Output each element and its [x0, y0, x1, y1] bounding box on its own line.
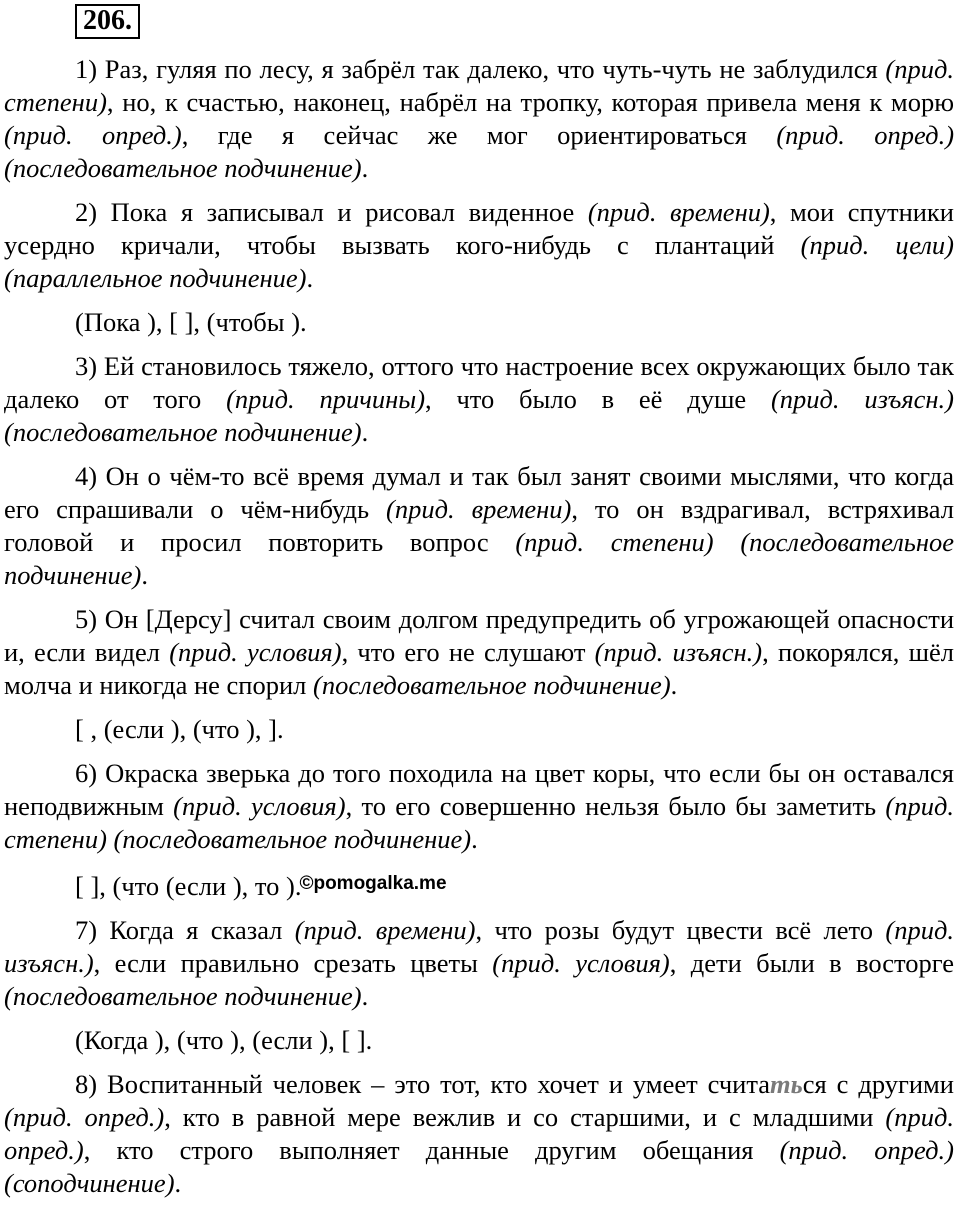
sentence-text: . — [361, 981, 369, 1011]
sentence-text: 4) Он о чём-то всё время думал и так был занят своими мыслями, что когда его спрашивали о чём-нибудь — [4, 461, 954, 524]
clause-note: (прид. времени) — [587, 197, 770, 227]
sentence-text: 7) Когда я сказал — [75, 915, 295, 945]
clause-note: (прид. степени) (последовательное подчинение) — [4, 527, 954, 590]
sentence-text: 8) Воспитанный человек – это тот, кто хочет и умеет счита — [75, 1069, 771, 1099]
clause-note: (прид. изъясн.) (последовательное подчинение) — [4, 384, 955, 447]
sentence-text: , где я сейчас же мог ориентироваться — [181, 120, 777, 150]
clause-note: (прид. условия) — [169, 637, 342, 667]
clause-note: (прид. опред.) — [4, 1102, 954, 1165]
sentence-text: 6) Окраска зверька до того походила на цвет коры, что если бы он оставался неподвижным — [4, 758, 954, 821]
scheme-6 — [4, 867, 954, 903]
clause-note: (прид. степени) — [4, 54, 954, 117]
clause-note: (прид. условия) — [492, 948, 670, 978]
sentence-text: , но, к счастью, наконец, набрёл на тропку, которая привела меня к морю — [106, 87, 954, 117]
clause-note: (последовательное подчинение) — [313, 670, 671, 700]
sentence-text: 5) Он [Дерсу] считал своим долгом предупредить об угрожающей опасности и, если видел — [4, 604, 954, 667]
sentence-6 — [4, 757, 954, 856]
sentence-text: . — [361, 153, 369, 183]
sentence-4 — [4, 460, 954, 592]
exercise-number: 206. — [75, 4, 140, 39]
sentence-text: . — [471, 824, 478, 854]
sentence-text: 2) Пока я записывал и рисовал виденное — [75, 197, 588, 227]
clause-note: (прид. времени) — [294, 915, 476, 945]
sentence-5 — [4, 603, 954, 702]
sentence-text: , кто строго выполняет данные другим обещания — [83, 1135, 780, 1165]
scheme-2: (Пока ), [ ], (чтобы ). — [75, 307, 307, 337]
clause-note: (прид. опред.) (соподчинение) — [4, 1135, 954, 1198]
sentence-1 — [4, 53, 954, 185]
sentence-text: , покорялся, шёл молча и никогда не спорил — [4, 637, 955, 700]
sentence-8 — [4, 1068, 954, 1200]
sentence-3 — [4, 350, 954, 449]
clause-note: (прид. времени) — [386, 494, 572, 524]
clause-note: (прид. изъясн.) — [4, 915, 954, 978]
sentence-text: . — [670, 670, 678, 700]
sentence-text: . — [306, 263, 314, 293]
clause-note: (прид. степени) (последовательное подчинение) — [4, 791, 955, 854]
sentence-text: , то он вздрагивал, встряхивал головой и просил повторить вопрос — [4, 494, 955, 557]
sentence-text: , кто в равной мере вежлив и со старшими, и с младшими — [164, 1102, 886, 1132]
watermark: ©pomogalka.me — [299, 873, 447, 894]
sentence-text: , что было в её душе — [425, 384, 771, 414]
clause-note: (прид. условия) — [173, 791, 346, 821]
sentence-text: 3) Ей становилось тяжело, оттого что настроение всех окружающих было так далеко от того — [4, 351, 954, 414]
sentence-text: , то его совершенно нельзя было бы заметить — [345, 791, 886, 821]
scheme-5: [ , (если ), (что ), ]. — [75, 714, 284, 744]
sentence-7 — [4, 914, 954, 1013]
sentence-text: , мои спутники усердно кричали, чтобы вызвать кого-нибудь с плантаций — [4, 197, 954, 260]
sentence-text: . — [361, 417, 369, 447]
highlighted-letters: ть — [770, 1069, 803, 1099]
sentence-text: , что его не слушают — [341, 637, 595, 667]
sentence-text: , что розы будут цвести всё лето — [475, 915, 886, 945]
clause-note: (прид. изъясн.) — [594, 637, 763, 667]
sentence-text: . — [141, 560, 148, 590]
clause-note: (прид. опред.) (последовательное подчинение) — [4, 120, 955, 183]
sentence-text: 1) Раз, гуляя по лесу, я забрёл так далеко, что чуть-чуть не заблудился — [75, 54, 886, 84]
sentence-text: ся с другими — [802, 1069, 954, 1099]
sentence-2 — [4, 196, 954, 295]
scheme-7: (Когда ), (что ), (если ), [ ]. — [75, 1025, 373, 1055]
clause-note: (прид. опред.) — [4, 120, 182, 150]
sentence-text: , если правильно срезать цветы — [93, 948, 493, 978]
scheme-text: [ ], (что (если ), то ). — [75, 871, 302, 901]
clause-note: (последовательное подчинение) — [4, 981, 362, 1011]
clause-note: (прид. цели) (параллельное подчинение) — [4, 230, 954, 293]
sentence-text: . — [174, 1168, 182, 1198]
clause-note: (прид. причины) — [226, 384, 426, 414]
clause-note: (прид. опред.) — [4, 1102, 165, 1132]
sentence-text: , дети были в восторге — [669, 948, 955, 978]
